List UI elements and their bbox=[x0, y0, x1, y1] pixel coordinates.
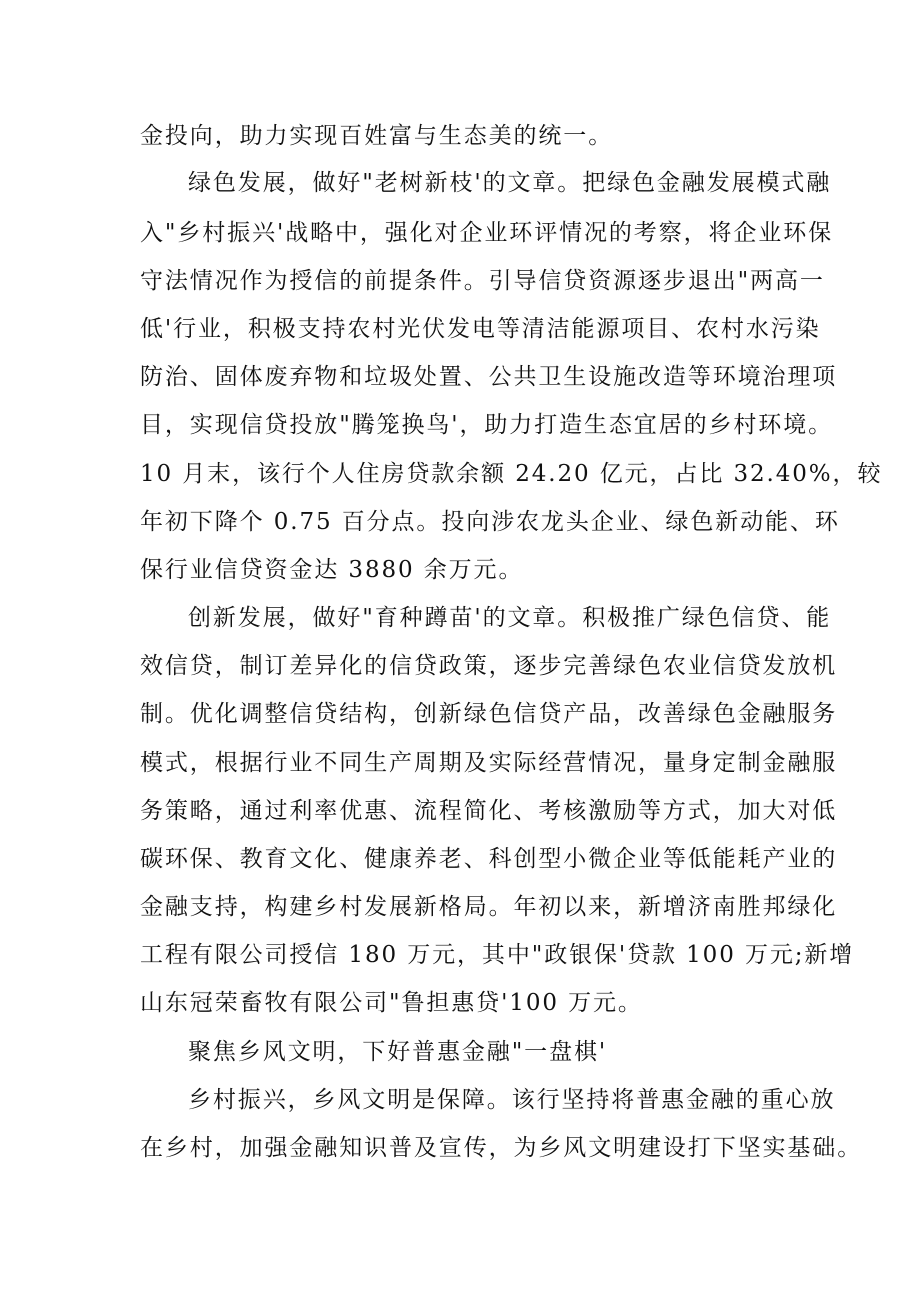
paragraph-line: 10 月末，该行个人住房贷款余额 24.20 亿元，占比 32.40%，较 bbox=[140, 461, 883, 487]
paragraph-line: 乡村振兴，乡风文明是保障。该行坚持将普惠金融的重心放 bbox=[188, 1087, 836, 1113]
paragraph-line: 年初下降个 0.75 百分点。投向涉农龙头企业、绿色新动能、环 bbox=[140, 509, 840, 535]
paragraph-line: 务策略，通过利率优惠、流程简化、考核激励等方式，加大对低 bbox=[140, 798, 838, 824]
section-heading: 聚焦乡风文明，下好普惠金融"一盘棋' bbox=[188, 1039, 608, 1065]
paragraph-line: 创新发展，做好"育种蹲苗'的文章。积极推广绿色信贷、能 bbox=[188, 605, 832, 631]
paragraph-line: 金投向，助力实现百姓富与生态美的统一。 bbox=[140, 123, 614, 149]
paragraph-line: 保行业信贷资金达 3880 余万元。 bbox=[140, 557, 524, 583]
paragraph-line: 绿色发展，做好"老树新枝'的文章。把绿色金融发展模式融 bbox=[188, 170, 832, 196]
paragraph-line: 在乡村，加强金融知识普及宣传，为乡风文明建设打下坚实基础。 bbox=[140, 1135, 863, 1161]
paragraph-line: 目，实现信贷投放"腾笼换鸟'，助力打造生态宜居的乡村环境。 bbox=[140, 412, 834, 438]
paragraph-line: 入"乡村振兴'战略中，强化对企业环评情况的考察，将企业环保 bbox=[140, 220, 834, 246]
paragraph-line: 模式，根据行业不同生产周期及实际经营情况，量身定制金融服 bbox=[140, 750, 838, 776]
paragraph-line: 工程有限公司授信 180 万元，其中"政银保'贷款 100 万元;新增 bbox=[140, 942, 855, 968]
paragraph-line: 防治、固体废弃物和垃圾处置、公共卫生设施改造等环境治理项 bbox=[140, 364, 838, 390]
paragraph-line: 碳环保、教育文化、健康养老、科创型小微企业等低能耗产业的 bbox=[140, 846, 838, 872]
paragraph-line: 守法情况作为授信的前提条件。引导信贷资源逐步退出"两高一 bbox=[140, 268, 825, 294]
paragraph-line: 金融支持，构建乡村发展新格局。年初以来，新增济南胜邦绿化 bbox=[140, 894, 838, 920]
paragraph-line: 山东冠荣畜牧有限公司"鲁担惠贷'100 万元。 bbox=[140, 990, 643, 1016]
paragraph-line: 制。优化调整信贷结构，创新绿色信贷产品，改善绿色金融服务 bbox=[140, 701, 838, 727]
paragraph-line: 低'行业，积极支持农村光伏发电等清洁能源项目、农村水污染 bbox=[140, 316, 821, 342]
paragraph-line: 效信贷，制订差异化的信贷政策，逐步完善绿色农业信贷发放机 bbox=[140, 653, 838, 679]
